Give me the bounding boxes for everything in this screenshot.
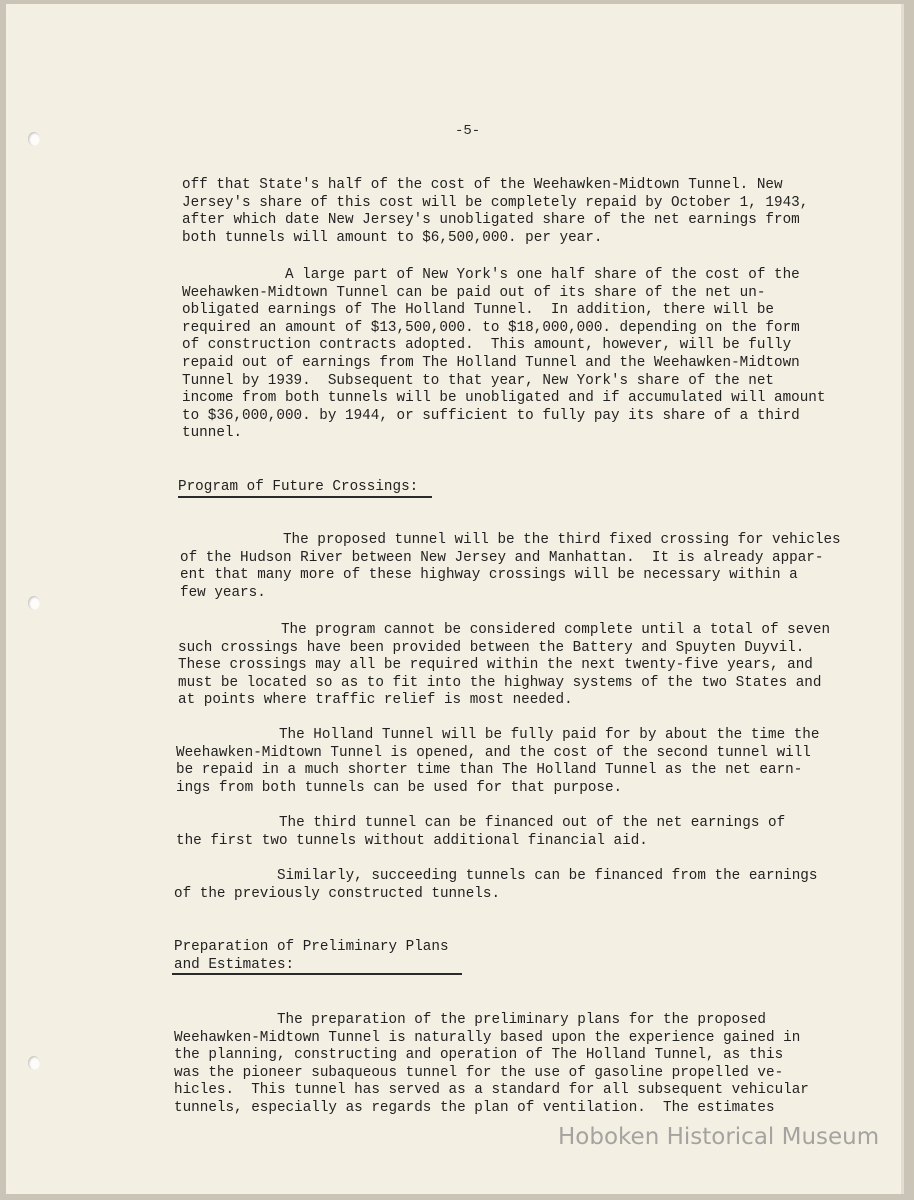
text-line: to $36,000,000. by 1944, or sufficient to fully pay its share of a third	[182, 407, 800, 424]
watermark: Hoboken Historical Museum	[558, 1124, 880, 1150]
page-number: -5-	[455, 123, 481, 139]
paragraph	[182, 267, 825, 443]
paragraph	[174, 868, 817, 903]
text-line: few years.	[180, 584, 266, 601]
section-heading	[178, 478, 418, 496]
text-line: The program cannot be considered complete until a total of seven	[178, 622, 831, 638]
text-line: obligated earnings of The Holland Tunnel. In addition, there will be	[182, 302, 774, 319]
text-line: Weehawken-Midtown Tunnel is opened, and the cost of the second tunnel will	[176, 744, 811, 761]
punch-hole	[28, 132, 40, 146]
text-line: These crossings may all be required within the next twenty-five years, and	[178, 657, 813, 674]
text-line: repaid out of earnings from The Holland Tunnel and the Weehawken-Midtown	[182, 354, 800, 371]
text-line: Preparation of Preliminary Plans	[174, 939, 449, 955]
paragraph	[180, 532, 841, 602]
text-line: hicles. This tunnel has served as a standard for all subsequent vehicular	[174, 1082, 809, 1099]
text-line: A large part of New York's one half share of the cost of the	[182, 267, 800, 283]
text-line: income from both tunnels will be unobligated and if accumulated will amount	[182, 390, 826, 407]
section-heading	[174, 938, 449, 974]
paragraph	[182, 177, 808, 247]
text-line: must be located so as to fit into the highway systems of the two States and	[178, 674, 822, 691]
text-line: off that State's half of the cost of the Weehawken-Midtown Tunnel. New	[182, 177, 783, 193]
text-line: of the Hudson River between New Jersey and Manhattan. It is already appar-	[180, 549, 824, 566]
text-line: and Estimates:	[174, 957, 295, 973]
text-line: required an amount of $13,500,000. to $18,000,000. depending on the form	[182, 319, 800, 336]
text-line: the planning, constructing and operation of The Holland Tunnel, as this	[174, 1047, 784, 1064]
text-line: be repaid in a much shorter time than The Holland Tunnel as the net earn-	[176, 762, 803, 779]
text-line: ings from both tunnels can be used for that purpose.	[176, 779, 623, 796]
text-line: Weehawken-Midtown Tunnel can be paid out of its share of the net un-	[182, 284, 766, 301]
paragraph	[174, 1012, 809, 1118]
text-line: the first two tunnels without additional financial aid.	[176, 832, 648, 849]
text-line: after which date New Jersey's unobligated share of the net earnings from	[182, 212, 800, 229]
text-line: Program of Future Crossings:	[178, 479, 419, 495]
text-line: The third tunnel can be financed out of the net earnings of	[176, 815, 786, 831]
text-line: The proposed tunnel will be the third fixed crossing for vehicles	[180, 532, 841, 548]
paragraph	[178, 622, 830, 710]
text-line: The Holland Tunnel will be fully paid for by about the time the	[176, 727, 820, 743]
text-line: was the pioneer subaqueous tunnel for the use of gasoline propelled ve-	[174, 1064, 784, 1081]
heading-underline	[172, 973, 462, 975]
heading-underline	[178, 496, 432, 498]
text-line: tunnels, especially as regards the plan of ventilation. The estimates	[174, 1099, 775, 1116]
punch-hole	[28, 1056, 40, 1070]
text-line: Jersey's share of this cost will be completely repaid by October 1, 1943,	[182, 194, 809, 211]
text-line: such crossings have been provided between the Battery and Spuyten Duyvil.	[178, 639, 805, 656]
paragraph	[176, 727, 819, 797]
paragraph	[176, 815, 785, 850]
text-line: The preparation of the preliminary plans for the proposed	[174, 1012, 766, 1028]
text-line: of the previously constructed tunnels.	[174, 885, 501, 902]
text-line: Weehawken-Midtown Tunnel is naturally based upon the experience gained in	[174, 1029, 801, 1046]
text-line: of construction contracts adopted. This amount, however, will be fully	[182, 337, 792, 354]
text-line: Tunnel by 1939. Subsequent to that year, New York's share of the net	[182, 372, 774, 389]
text-line: both tunnels will amount to $6,500,000. per year.	[182, 229, 603, 246]
text-line: Similarly, succeeding tunnels can be financed from the earnings	[174, 868, 818, 884]
text-line: at points where traffic relief is most needed.	[178, 692, 573, 709]
punch-hole	[28, 596, 40, 610]
text-line: ent that many more of these highway crossings will be necessary within a	[180, 567, 798, 584]
text-line: tunnel.	[182, 425, 243, 442]
